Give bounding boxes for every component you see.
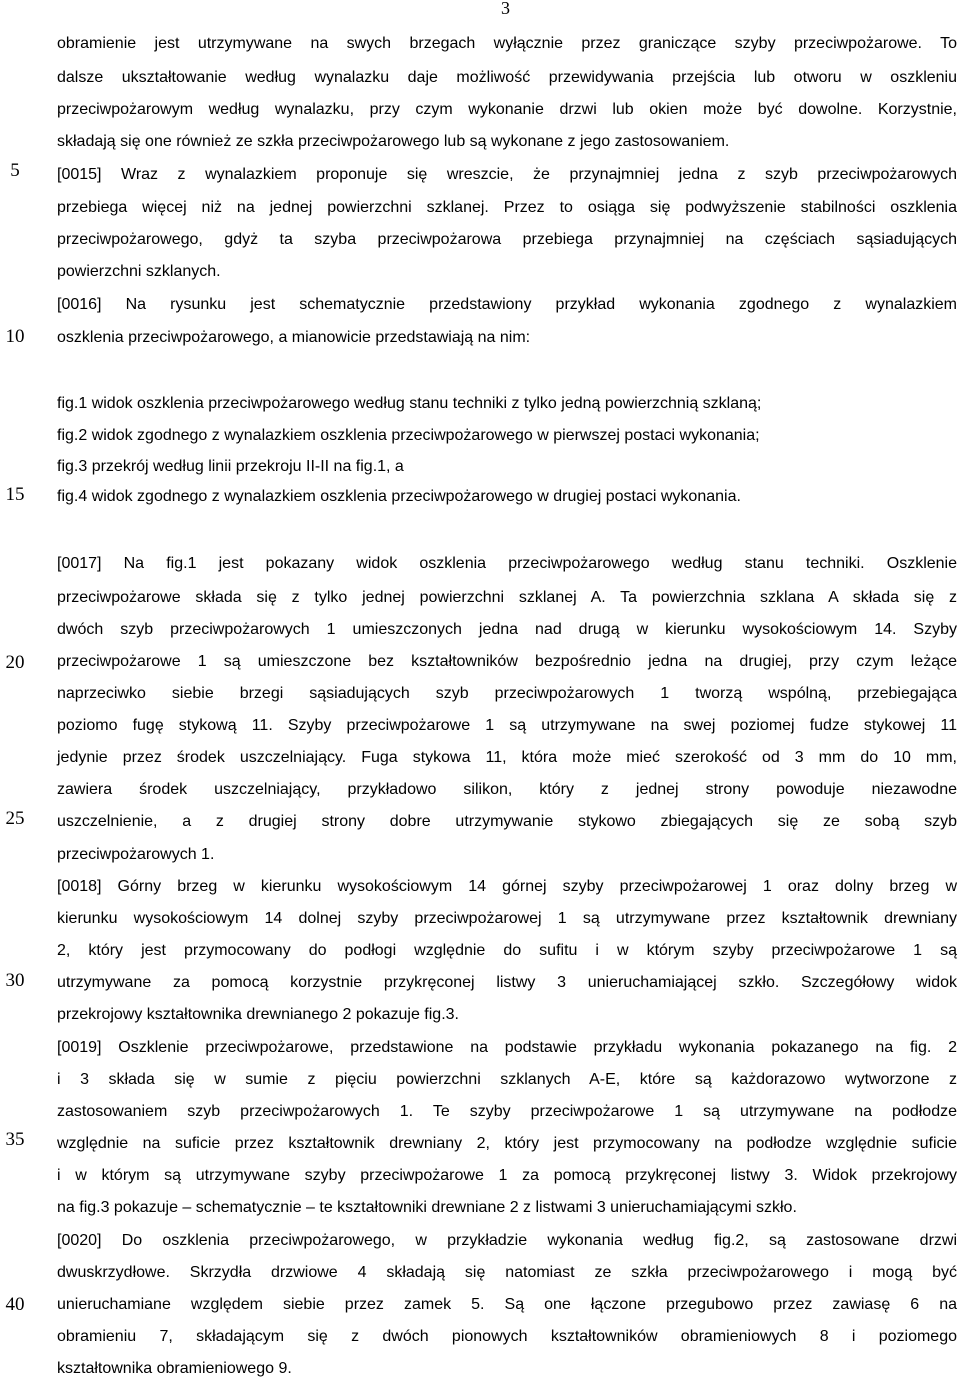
text-line: [0019] Oszklenie przeciwpożarowe, przedstawione na podstawie przykładu wykonania pokazanego na fig. 2: [57, 1039, 957, 1056]
text-line: dalsze ukształtowanie według wynalazku daje możliwość przewidywania przejścia lub otworu w oszkleniu: [57, 69, 957, 86]
line-number: 25: [5, 808, 25, 829]
line-number: 40: [5, 1294, 25, 1315]
text-line: jedynie przez środek uszczelniający. Fuga stykowa 11, która może mieć szerokość od 3 mm do 10 mm,: [57, 749, 957, 766]
line-number: 5: [10, 160, 20, 181]
text-line: [0018] Górny brzeg w kierunku wysokościowym 14 górnej szyby przeciwpożarowej 1 oraz dolny brzeg w: [57, 878, 957, 895]
text-line: przeciwpożarowego, gdyż ta szyba przeciwpożarowa przebiega przynajmniej na częściach sąsiadujących: [57, 231, 957, 248]
text-line: utrzymywane za pomocą korzystnie przykręconej listwy 3 unieruchamiającej szkło. Szczegółowy widok: [57, 974, 957, 991]
text-line: przeciwpożarowe składa się z tylko jednej powierzchni szklanej A. Ta powierzchnia szklana A składa się z: [57, 589, 957, 606]
line-number: 35: [5, 1129, 25, 1150]
text-line: składają się one również ze szkła przeciwpożarowego lub są wykonane z jego zastosowaniem.: [57, 133, 730, 150]
text-line: poziomo fugę stykową 11. Szyby przeciwpożarowe 1 są utrzymywane na swej poziomej fudze stykowej 11: [57, 717, 957, 734]
text-line: [0016] Na rysunku jest schematycznie przedstawiony przykład wykonania zgodnego z wynalazkiem: [57, 296, 957, 313]
text-line: naprzeciwko siebie brzegi sąsiadujących szyb przeciwpożarowych 1 tworzą wspólną, przebiegająca: [57, 685, 957, 702]
text-line: oszklenia przeciwpożarowego, a mianowicie przedstawiają na nim:: [57, 329, 531, 346]
text-line: uszczelnienie, a z drugiej strony dobre utrzymywanie stykowo zbiegających się ze sobą szyb: [57, 813, 957, 830]
figure-list-item: fig.4 widok zgodnego z wynalazkiem oszklenia przeciwpożarowego w drugiej postaci wykonania.: [57, 488, 741, 505]
text-line: i 3 składa się w sumie z pięciu powierzchni szklanych A-E, które są każdorazowo wytworzone z: [57, 1071, 957, 1088]
line-number: 10: [5, 326, 25, 347]
text-line: zawiera środek uszczelniający, przykładowo silikon, który z jednej strony powoduje niezawodne: [57, 781, 957, 798]
text-line: i w którym są utrzymywane szyby przeciwpożarowe 1 za pomocą przykręconej listwy 3. Widok przekrojowy: [57, 1167, 957, 1184]
figure-list-item: fig.1 widok oszklenia przeciwpożarowego według stanu techniki z tylko jedną powierzchnią szklaną;: [57, 395, 762, 412]
text-line: przebiega więcej niż na jednej powierzchni szklanej. Przez to osiąga się podwyższenie stabilności oszklenia: [57, 199, 957, 216]
text-line: przeciwpożarowym według wynalazku, przy czym wykonanie drzwi lub okien może być dowolne. Korzystnie,: [57, 101, 957, 118]
text-line: względnie na suficie przez kształtownik drewniany 2, który jest przymocowany na podłodze względnie suficie: [57, 1135, 957, 1152]
figure-list-item: fig.2 widok zgodnego z wynalazkiem oszklenia przeciwpożarowego w pierwszej postaci wykonania;: [57, 427, 760, 444]
text-line: kształtownika obramieniowego 9.: [57, 1360, 292, 1377]
text-line: 2, który jest przymocowany do podłogi względnie do sufitu i w którym szyby przeciwpożarowe 1 są: [57, 942, 957, 959]
text-line: dwuskrzydłowe. Skrzydła drzwiowe 4 składają się natomiast ze szkła przeciwpożarowego i mogą być: [57, 1264, 957, 1281]
text-line: unieruchamiane względem siebie przez zamek 5. Są one łączone przegubowo przez zawiasę 6 na: [57, 1296, 957, 1313]
text-line: przekrojowy kształtownika drewnianego 2 pokazuje fig.3.: [57, 1006, 459, 1023]
text-line: [0017] Na fig.1 jest pokazany widok oszklenia przeciwpożarowego według stanu techniki. Oszklenie: [57, 555, 957, 572]
text-line: obramieniu 7, składającym się z dwóch pionowych kształtowników obramieniowych 8 i poziomego: [57, 1328, 957, 1345]
text-line: dwóch szyb przeciwpożarowych 1 umieszczonych jedna nad drugą w kierunku wysokościowym 14. Szyby: [57, 621, 957, 638]
text-line: na fig.3 pokazuje – schematycznie – te kształtowniki drewniane 2 z listwami 3 unieruchamiającymi szkło.: [57, 1199, 797, 1216]
line-number: 15: [5, 484, 25, 505]
text-line: obramienie jest utrzymywane na swych brzegach wyłącznie przez graniczące szyby przeciwpożarowe. To: [57, 35, 957, 52]
text-line: zastosowaniem szyb przeciwpożarowych 1. Te szyby przeciwpożarowe 1 są utrzymywane na podłodze: [57, 1103, 957, 1120]
line-number: 20: [5, 652, 25, 673]
text-line: przeciwpożarowych 1.: [57, 846, 215, 863]
text-line: [0020] Do oszklenia przeciwpożarowego, w przykładzie wykonania według fig.2, są zastosowane drzwi: [57, 1232, 957, 1249]
text-line: [0015] Wraz z wynalazkiem proponuje się wreszcie, że przynajmniej jedna z szyb przeciwpożarowych: [57, 166, 957, 183]
text-line: przeciwpożarowe 1 są umieszczone bez kształtowników bezpośrednio jedna na drugiej, przy czym leżące: [57, 653, 957, 670]
figure-list-item: fig.3 przekrój według linii przekroju II-II na fig.1, a: [57, 458, 404, 475]
page-number: 3: [501, 0, 510, 18]
line-number: 30: [5, 970, 25, 991]
text-line: kierunku wysokościowym 14 dolnej szyby przeciwpożarowej 1 są utrzymywane przez kształtownik drewniany: [57, 910, 957, 927]
text-line: powierzchni szklanych.: [57, 263, 221, 280]
